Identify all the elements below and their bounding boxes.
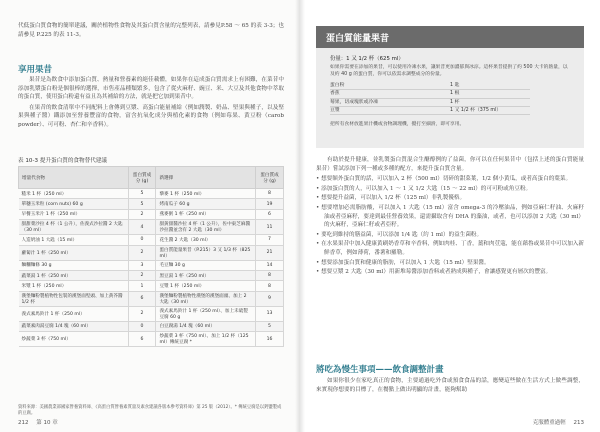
table-cell: 黑豆湯 1 杯（250 ml） [156,270,256,280]
body-paragraph: 果昔是為飲食中添加蛋白質、熱量和營養素的絕佳載體，如果你在這成蛋白質需求上有困難，在菜昔中添加乳漿蛋白粉是個很棒的選擇，市售產品種類繁多，包含了從火麻籽、豌豆、米、大豆及其他食物中萃取的蛋白質，使用蛋白粉還有益且為其補給的方法，就是把它加到果昔中。 [18,77,284,101]
table-cell: 豆漿 1 杯（250 ml） [156,281,256,291]
table-cell: 4 [128,220,156,235]
table-cell: 21 [256,245,284,260]
recipe-banner: 蛋白質能量果昔 [316,26,584,48]
table-cell: 2 [128,306,156,321]
table-cell: 米漿 1 杯（250 ml） [19,281,129,291]
table-cell: 6 [256,209,284,219]
table-cell: 2 [128,209,156,219]
plan-paragraph [316,377,584,396]
column-header: 新選擇 [156,167,256,189]
recipe-serving: 份量：1 又 1/2 杯（625 ml） [330,56,404,62]
table-cell: 義式素馬鈴汁 1 杯（250 ml） [19,306,129,321]
table-cell: 2 [128,245,156,260]
table-cell: 0 [128,235,156,245]
table-row [19,220,284,235]
table-cell: 麵糰麵條 30 g [19,260,129,270]
body-paragraph: 在果昔的飲食清單中不同配料上會傳到豆漿、高蛋白能量補給（例如潤製、奶品、堅果與種子，以及堅果與種子醬）鐵添加至營養豐富的食物，富含抗氧化成分與植化素的食物（例如莓果、黃豆粉（carob powder）、可可粉、杏仁和辛香料）。 [18,104,284,128]
column-header: 蛋白質成分 (g) [256,167,284,189]
table-cell: 毛豆麵 30 g [156,260,256,270]
ingredient-amount: 1 根 [450,91,460,97]
bullet-item: • 想要豆漿 2 大匙（30 ml）用新堆莓醬添加香料或者熟成與種子，會讓感覺更有層次的豐富。 [316,269,552,276]
table-row [19,281,284,291]
ingredient-name: 莓果，切成塊狀或冷凍 [330,99,378,105]
table-cell: 8 [256,189,284,199]
ingredient-row [330,82,530,90]
recipe-box [316,48,584,148]
table-cell: 5 [256,321,284,331]
table-cell: 漢堡麵粉製植物性漢堡的漢堡面頭、加上 2 大匙（30 ml） [156,291,256,306]
bullet-item: • 在水果果昔中加入健康黃刷奶香草和辛香料，例如肉桂、丁香，薑和肉荳蔻，能在藉魯或果昔中可以加入新鮮香草，例如薄荷，番薯和羅勒。 [316,241,584,256]
table-cell: 9 [256,291,284,306]
table-cell: 14 [256,260,284,270]
table-cell: 甜黃甜醬沙拉 4 杯（1 公升），佐中東芝麻醬沙拉醬並含有 2 大匙（30 ml） [156,220,256,235]
table-row [19,189,284,199]
table-cell: 19 [256,199,284,209]
table-row [19,306,284,321]
column-header: 增量代食物 [19,167,129,189]
table-cell: 8 [256,270,284,280]
ingredient-amount: 1 匙 [450,83,460,88]
intro-paragraph [18,22,284,41]
table-row [19,332,284,347]
ingredient-amount: 1 又 1/2 杯（375 ml） [450,107,502,113]
table-cell: 炒蔬菜 3 杯（750 ml） [19,332,129,347]
ingredient-row [330,90,530,98]
tip-bullet-list [316,175,584,277]
table-cell: 8 [256,281,284,291]
body-paragraph: 有助於提升健康，並乳製蛋白質混合生醣醇例的了益菌，你可以在任何果昔中（包括上述的蛋白質能量果昔）嘗試添加下列一種或多種的配方，來提升蛋白質含量。 [316,157,584,172]
table-cell: 甜甜菜沙拉 4 杯（1 公升），佐義式沙拉醬 2 大匙（30 ml） [19,220,129,235]
ingredient-name: 香蕉 [330,91,340,97]
table-row [19,199,284,209]
chapter-label: 第 10 章 [36,420,58,426]
bullet-item: • 要吃到維持的膳益菌，可以添加 1/4 匙（約 1 ml）的益生菌粉。 [316,231,483,238]
table-row [19,321,284,331]
table-cell: 蘿蔔汁 1 杯（250 ml） [19,245,129,260]
page-number: 212 [18,420,29,426]
footer-left [18,418,58,426]
table-cell: 單穗玉米粒 (corn nuts) 60 g [19,199,129,209]
chapter-label: 克服體重過輕 [532,420,566,426]
table-cell: 5 [128,189,156,199]
table-caption: 表 10-3 提升蛋白質的食物替代建議 [18,158,107,164]
smoothie-paragraphs [18,76,284,132]
table-cell: 11 [256,220,284,235]
recipe-instruction: 把所有食材放進果汁機或食物調理機，攪打至細滑，即可享用。 [330,122,465,128]
table-cell: 7 [256,235,284,245]
table-cell: 藜麥 1 杯（250 ml） [156,189,256,199]
ingredient-name: 豆漿 [330,107,340,113]
section-title-plan: 將吃為慢生事項——飲食調整計畫 [316,365,444,375]
bullet-item: • 添加蛋白質的人，可以加入 1 ～ 1 又 1/2 大匙（15 ～ 22 ml）的可可粉或角豆粉。 [316,185,532,192]
table-cell: 3 [128,260,156,270]
table-cell: 白豆腐湯 1/4 塊（60 ml） [156,321,256,331]
table-row [19,260,284,270]
table-row [19,245,284,260]
table-cell: 13 [256,306,284,321]
protein-table [18,166,284,347]
table-cell: 5 [128,199,156,209]
bullet-item: • 想要額外蛋白質的話，可以加入 2 杯（500 ml）切碎的甜菜葉，1/2 個小黃瓜，或者高蛋白的葉菜。 [316,176,572,183]
table-cell: 蛋白質能量果昔（P.215）3 又 1/3 杯（825 ml） [156,245,256,260]
table-cell: 蔬菜素肉湯豆腐 1/4 塊（60 ml） [19,321,129,331]
table-cell: 烤南瓜子 60 g [156,199,256,209]
table-row [19,270,284,280]
table-cell: 早餐玉米片 1 杯（250 ml） [19,209,129,219]
table-row [19,209,284,219]
table-cell: 16 [256,332,284,347]
table-cell: 漢堡麵粉製植物性包裝的漢堡面堅頭、加上黃芥醬 1/2 杯 [19,291,129,306]
recipe-description: 如果你需要在添加的果昔，可以使用冷凍水果，讓果昔更加濃郁與冰涼。這杯果昔提供了約 500 大卡的熱量，以及約 40 g 的蛋白質，你可以依需求調整成分的份量。 [330,65,568,77]
table-cell: 0 [128,321,156,331]
table-cell: 2 [128,270,156,280]
ingredient-name: 蛋白粉 [330,83,345,88]
table-cell: 花生醬 2 大匙（30 ml） [156,235,256,245]
table-cell: 6 [128,291,156,306]
book-gutter [295,0,305,432]
ingredient-amount: 1 杯 [450,99,460,105]
bullet-item: • 想要增加必需脂肪酸，可以加入 1 大匙（15 ml）富含 omega-3 的冷壓油品，例如亞麻仁籽油、火麻籽油或者亞麻籽，要達到最佳營養效果，還需攝取含有 DHA 的藻油，或者，也可以添加 2 大匙（30 ml）的火麻籽，亞麻仁籽或者亞籽。 [316,204,584,229]
table-cell: 1 [128,281,156,291]
table-header-row [19,167,284,189]
table-cell: 義式素馬鈴汁 1 杯（250 ml）、加上未硫製豆腐 60 g [156,306,256,321]
table-cell: 糙米 1 杯（250 ml） [19,189,129,199]
page-number: 213 [573,420,584,426]
table-notes: 資料來源：美國農業部國家營養資料庫、《高蛋白質營養素質量及素食建議各版本參考資料庫》第 25 版（2012）。* 傳統豆腐是以鈣鹽製成的豆腐。 [18,405,282,416]
table-cell: 燕麥粥 1 杯（250 ml） [156,209,256,219]
ingredient-row [330,107,530,115]
table-cell: 6 [128,332,156,347]
table-row [19,291,284,306]
bullet-item: • 想要提升益菌，可以加入 1/2 杯（125 ml）非乳製優格。 [316,195,466,202]
table-cell: 人造奶油 1 大匙（15 ml） [19,235,129,245]
table-cell: 蔬菜湯 1 杯（250 ml） [19,270,129,280]
right-body [316,156,584,278]
bullet-item: • 想要添加蛋白質和健康的脂肪，可以加入 1 大匙（15 ml）堅果醬。 [316,259,490,266]
body-paragraph: 如果你很少在家吃真正的食物，主要通過吃外食或預食食品的話，應變這些做在生活方式上做些調整，來實現你想要的目標了，在餐點上做出明顯的計畫，能夠幫助 [316,378,584,393]
column-header: 蛋白質成分 (g) [128,167,156,189]
table-row [19,235,284,245]
ingredient-list [330,82,530,115]
table-cell: 炒蔬菜 3 杯（750 ml）、加上 1/2 杯（125 ml）傳統豆腐 * [156,332,256,347]
right-page [300,0,600,432]
ingredient-row [330,99,530,107]
footer-right [533,418,584,426]
intro-text: 代低蛋白質食物的簡單建議，關於植物性食物及其蛋白質含量的完整列表，請參見P.58 ～ 65 的表 3-3；也請參見 P.225 的表 11-3。 [18,23,284,38]
section-title-smoothie: 享用果昔 [18,65,53,75]
